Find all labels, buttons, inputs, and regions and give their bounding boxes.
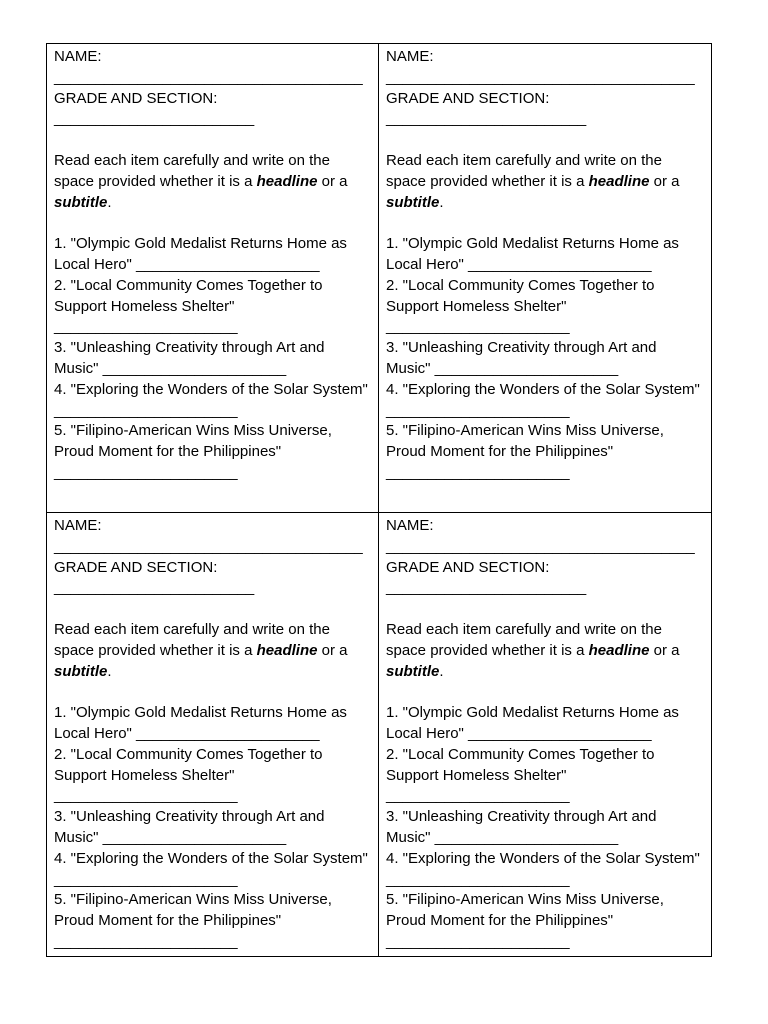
- worksheet-card-top-left: [47, 44, 379, 513]
- instructions: [386, 620, 703, 682]
- spacer: [54, 599, 370, 620]
- instructions-text: or a: [317, 172, 348, 190]
- grade-section-blank: ________________________: [54, 579, 255, 597]
- name-label: NAME:: [386, 48, 434, 65]
- spacer: [386, 599, 703, 620]
- question-item-3: 3. "Unleashing Creativity through Art and Music" ______________________: [386, 808, 657, 846]
- keyword-headline: headline: [588, 641, 650, 659]
- instructions-text: .: [439, 662, 444, 680]
- question-item-4: 4. "Exploring the Wonders of the Solar System" ______________________: [54, 380, 368, 419]
- spacer: [386, 682, 703, 703]
- grade-section-label: GRADE AND SECTION:: [386, 89, 550, 107]
- spacer: [54, 213, 370, 234]
- keyword-headline: headline: [256, 641, 318, 659]
- instructions-text: .: [107, 662, 112, 680]
- question-item-5: 5. "Filipino-American Wins Miss Universe, Proud Moment for the Philippines" ______________________: [386, 891, 664, 950]
- keyword-headline: headline: [588, 172, 650, 190]
- spacer: [386, 130, 703, 151]
- question-item-3: 3. "Unleashing Creativity through Art and Music" ______________________: [54, 339, 325, 377]
- grade-section-label: GRADE AND SECTION:: [54, 558, 218, 576]
- spacer: [386, 213, 703, 234]
- instructions-text: Read each item carefully and write on the space provided whether it is a: [54, 620, 330, 659]
- keyword-subtitle: subtitle: [386, 193, 440, 211]
- question-item-1: 1. "Olympic Gold Medalist Returns Home as Local Hero" ______________________: [54, 704, 347, 742]
- question-item-2: 2. "Local Community Comes Together to Support Homeless Shelter" ______________________: [54, 745, 323, 805]
- keyword-subtitle: subtitle: [54, 662, 108, 680]
- name-label: NAME:: [54, 48, 102, 65]
- question-item-3: 3. "Unleashing Creativity through Art and Music" ______________________: [54, 808, 325, 846]
- grade-section-blank: ________________________: [54, 110, 255, 128]
- worksheet-card-bottom-right: [379, 513, 711, 956]
- instructions-text: .: [107, 193, 112, 211]
- name-label: NAME:: [386, 517, 434, 534]
- name-blank: _____________________________________: [54, 68, 363, 86]
- question-item-5: 5. "Filipino-American Wins Miss Universe, Proud Moment for the Philippines" ______________________: [54, 891, 332, 950]
- instructions-text: Read each item carefully and write on the space provided whether it is a: [386, 151, 662, 190]
- instructions: [54, 620, 370, 682]
- grade-section-blank: ________________________: [386, 579, 587, 597]
- instructions-text: or a: [649, 641, 680, 659]
- grade-section-label: GRADE AND SECTION:: [386, 558, 550, 576]
- spacer: [54, 130, 370, 151]
- worksheet-sheet: [46, 43, 712, 957]
- question-item-2: 2. "Local Community Comes Together to Support Homeless Shelter" ______________________: [386, 745, 655, 805]
- name-blank: _____________________________________: [54, 537, 363, 555]
- instructions-text: or a: [649, 172, 680, 190]
- question-item-5: 5. "Filipino-American Wins Miss Universe, Proud Moment for the Philippines" ______________________: [386, 422, 664, 481]
- question-item-1: 1. "Olympic Gold Medalist Returns Home as Local Hero" ______________________: [54, 235, 347, 273]
- instructions: [386, 151, 703, 213]
- keyword-subtitle: subtitle: [54, 193, 108, 211]
- question-item-3: 3. "Unleashing Creativity through Art and Music" ______________________: [386, 339, 657, 377]
- question-item-5: 5. "Filipino-American Wins Miss Universe, Proud Moment for the Philippines" ______________________: [54, 422, 332, 481]
- grade-section-blank: ________________________: [386, 110, 587, 128]
- instructions-text: or a: [317, 641, 348, 659]
- worksheet-card-top-right: [379, 44, 711, 513]
- question-item-2: 2. "Local Community Comes Together to Support Homeless Shelter" ______________________: [386, 276, 655, 336]
- grade-section-label: GRADE AND SECTION:: [54, 89, 218, 107]
- question-item-2: 2. "Local Community Comes Together to Support Homeless Shelter" ______________________: [54, 276, 323, 336]
- instructions-text: Read each item carefully and write on the space provided whether it is a: [54, 151, 330, 190]
- instructions-text: .: [439, 193, 444, 211]
- name-label: NAME:: [54, 517, 102, 534]
- spacer: [54, 682, 370, 703]
- name-blank: _____________________________________: [386, 537, 695, 555]
- instructions: [54, 151, 370, 213]
- instructions-text: Read each item carefully and write on the space provided whether it is a: [386, 620, 662, 659]
- name-blank: _____________________________________: [386, 68, 695, 86]
- worksheet-card-bottom-left: [47, 513, 379, 956]
- question-item-4: 4. "Exploring the Wonders of the Solar System" ______________________: [54, 849, 368, 888]
- keyword-headline: headline: [256, 172, 318, 190]
- question-item-1: 1. "Olympic Gold Medalist Returns Home as Local Hero" ______________________: [386, 235, 679, 273]
- keyword-subtitle: subtitle: [386, 662, 440, 680]
- question-item-4: 4. "Exploring the Wonders of the Solar System" ______________________: [386, 849, 700, 888]
- question-item-4: 4. "Exploring the Wonders of the Solar System" ______________________: [386, 380, 700, 419]
- question-item-1: 1. "Olympic Gold Medalist Returns Home as Local Hero" ______________________: [386, 704, 679, 742]
